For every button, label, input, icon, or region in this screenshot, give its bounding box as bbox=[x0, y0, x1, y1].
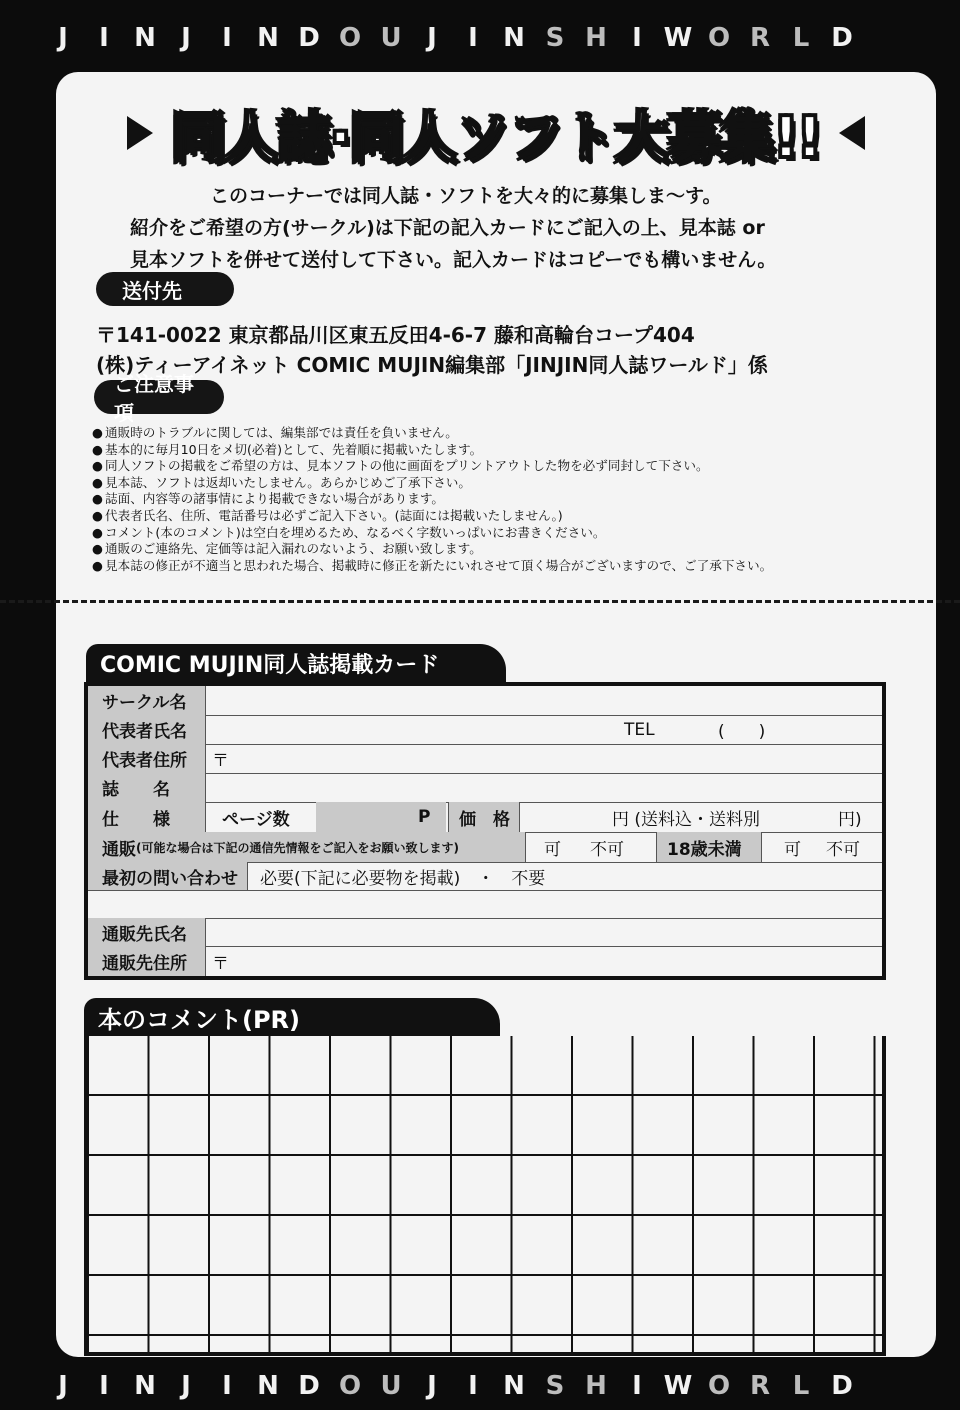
tel-label: TEL bbox=[624, 719, 655, 740]
note-item: ● 見本誌の修正が不適当と思われた場合、掲載時に修正を新たにいれさせて頂く場合がございますので、ご了承下さい。 bbox=[92, 558, 922, 575]
circle-label: サークル名 bbox=[88, 686, 206, 715]
cut-line bbox=[0, 600, 960, 603]
age18-ok[interactable]: 可 bbox=[784, 839, 801, 860]
row-blank[interactable] bbox=[88, 890, 882, 919]
band-letter: I bbox=[468, 23, 478, 53]
mailorder-ng[interactable]: 不可 bbox=[590, 839, 624, 860]
band-letter: S bbox=[545, 23, 565, 53]
age18-label: 18歳未満 bbox=[656, 832, 762, 862]
band-letter: L bbox=[792, 1371, 810, 1401]
note-item: ● 代表者氏名、住所、電話番号は必ずご記入下さい。(誌面には掲載いたしません。) bbox=[92, 508, 922, 525]
band-letter: J bbox=[427, 23, 437, 53]
mailorder-ok[interactable]: 可 bbox=[544, 839, 561, 860]
band-letter: H bbox=[585, 1371, 607, 1401]
band-letter: N bbox=[257, 1371, 279, 1401]
postal-mark: 〒 bbox=[212, 751, 229, 771]
band-letter: S bbox=[545, 1371, 565, 1401]
band-letter: I bbox=[222, 23, 232, 53]
p-label: P bbox=[418, 802, 446, 832]
row-mailorder[interactable] bbox=[88, 832, 882, 863]
tel-paren: ( ) bbox=[718, 722, 766, 742]
band-letter: J bbox=[58, 23, 68, 53]
price-label: 価 格 bbox=[448, 802, 520, 832]
row-magazine[interactable] bbox=[88, 773, 882, 803]
band-letter: N bbox=[257, 23, 279, 53]
band-letter: I bbox=[632, 1371, 642, 1401]
band-letter: N bbox=[503, 23, 525, 53]
mailorder-note: (可能な場合は下記の通信先情報をご記入をお願い致します) bbox=[136, 840, 459, 855]
band-letter: O bbox=[338, 23, 362, 53]
band-letter: N bbox=[503, 1371, 525, 1401]
band-letter: W bbox=[663, 23, 693, 53]
mailorder-label bbox=[88, 832, 526, 862]
band-letter: J bbox=[58, 1371, 68, 1401]
row-first-contact[interactable] bbox=[88, 862, 882, 891]
registration-card bbox=[84, 682, 886, 980]
footer-band bbox=[0, 1362, 960, 1410]
row-mo-name[interactable] bbox=[88, 918, 882, 947]
band-letter: D bbox=[298, 23, 320, 53]
card-title: COMIC MUJIN同人誌掲載カード bbox=[86, 644, 506, 682]
row-circle[interactable] bbox=[88, 686, 882, 716]
band-letter: W bbox=[663, 1371, 693, 1401]
band-letter: N bbox=[134, 1371, 156, 1401]
notes-list bbox=[92, 425, 922, 574]
first-contact-label: 最初の問い合わせ bbox=[88, 862, 248, 890]
header-band bbox=[0, 14, 960, 62]
band-letter: U bbox=[380, 23, 402, 53]
page-title: 同人誌·同人ソフト大募集!! bbox=[171, 105, 821, 169]
mo-name-label: 通販先氏名 bbox=[88, 918, 206, 946]
row-rep-name[interactable] bbox=[88, 715, 882, 745]
note-item: ● 通販時のトラブルに関しては、編集部では責任を負いません。 bbox=[92, 425, 922, 442]
band-letter: U bbox=[380, 1371, 402, 1401]
intro-line: 紹介をご希望の方(サークル)は下記の記入カードにご記入の上、見本誌 or bbox=[130, 217, 765, 239]
band-letter: L bbox=[792, 23, 810, 53]
yen-end: 円) bbox=[838, 809, 862, 830]
band-letter: I bbox=[222, 1371, 232, 1401]
comment-grid[interactable] bbox=[84, 1036, 886, 1356]
note-item: ● 同人ソフトの掲載をご希望の方は、見本ソフトの他に画面をプリントアウトした物を必ず同封して下さい。 bbox=[92, 458, 922, 475]
address-line: (株)ティーアイネット COMIC MUJIN編集部「JINJIN同人誌ワールド」係 bbox=[96, 353, 768, 377]
pages-label: ページ数 bbox=[222, 809, 290, 830]
notes-label: ご注意事項 bbox=[94, 380, 224, 414]
band-letter: O bbox=[338, 1371, 362, 1401]
band-letter: I bbox=[632, 23, 642, 53]
intro-line: 見本ソフトを併せて送付して下さい。記入カードはコピーでも構いません。 bbox=[130, 249, 777, 271]
row-rep-address[interactable] bbox=[88, 744, 882, 774]
magazine-label: 誌 名 bbox=[88, 773, 206, 802]
band-letter: R bbox=[749, 1371, 771, 1401]
send-label: 送付先 bbox=[96, 272, 234, 306]
note-item: ● 誌面、内容等の諸事情により掲載できない場合があります。 bbox=[92, 491, 922, 508]
note-item: ● 見本誌、ソフトは返却いたしません。あらかじめご了承下さい。 bbox=[92, 475, 922, 492]
band-letter: O bbox=[707, 1371, 731, 1401]
comment-title: 本のコメント(PR) bbox=[84, 998, 500, 1036]
rep-address-label: 代表者住所 bbox=[88, 744, 206, 773]
band-letter: J bbox=[181, 1371, 191, 1401]
band-letter: J bbox=[427, 1371, 437, 1401]
band-letter: D bbox=[831, 23, 853, 53]
band-letter: D bbox=[831, 1371, 853, 1401]
mailorder-title: 通販 bbox=[102, 839, 136, 860]
intro-line: このコーナーでは同人誌・ソフトを大々的に募集しま〜す。 bbox=[210, 185, 722, 207]
row-spec[interactable] bbox=[88, 802, 882, 833]
band-letter: R bbox=[749, 23, 771, 53]
headline bbox=[96, 92, 896, 174]
triangle-left-icon bbox=[839, 116, 865, 150]
spec-label: 仕 様 bbox=[88, 802, 206, 832]
mo-address-label: 通販先住所 bbox=[88, 946, 206, 976]
band-letter: J bbox=[181, 23, 191, 53]
row-mo-address[interactable] bbox=[88, 946, 882, 976]
band-letter: I bbox=[468, 1371, 478, 1401]
band-letter: H bbox=[585, 23, 607, 53]
triangle-right-icon bbox=[127, 116, 153, 150]
note-item: ● コメント(本のコメント)は空白を埋めるため、なるべく字数いっぱいにお書きください。 bbox=[92, 525, 922, 542]
address-line: 〒141-0022 東京都品川区東五反田4-6-7 藤和高輪台コープ404 bbox=[96, 323, 695, 347]
mo-postal-mark: 〒 bbox=[212, 953, 229, 974]
note-item: ● 基本的に毎月10日をメ切(必着)として、先着順に掲載いたします。 bbox=[92, 442, 922, 459]
band-letter: D bbox=[298, 1371, 320, 1401]
band-letter: I bbox=[99, 1371, 109, 1401]
age18-ng[interactable]: 不可 bbox=[826, 839, 860, 860]
band-letter: I bbox=[99, 23, 109, 53]
first-contact-options[interactable]: 必要(下記に必要物を掲載) ・ 不要 bbox=[260, 868, 546, 889]
yen-text: 円 (送料込・送料別 bbox=[612, 809, 761, 830]
rep-name-label: 代表者氏名 bbox=[88, 715, 206, 744]
intro-text bbox=[130, 180, 890, 276]
band-letter: O bbox=[707, 23, 731, 53]
band-letter: N bbox=[134, 23, 156, 53]
note-item: ● 通販のご連絡先、定価等は記入漏れのないよう、お願い致します。 bbox=[92, 541, 922, 558]
